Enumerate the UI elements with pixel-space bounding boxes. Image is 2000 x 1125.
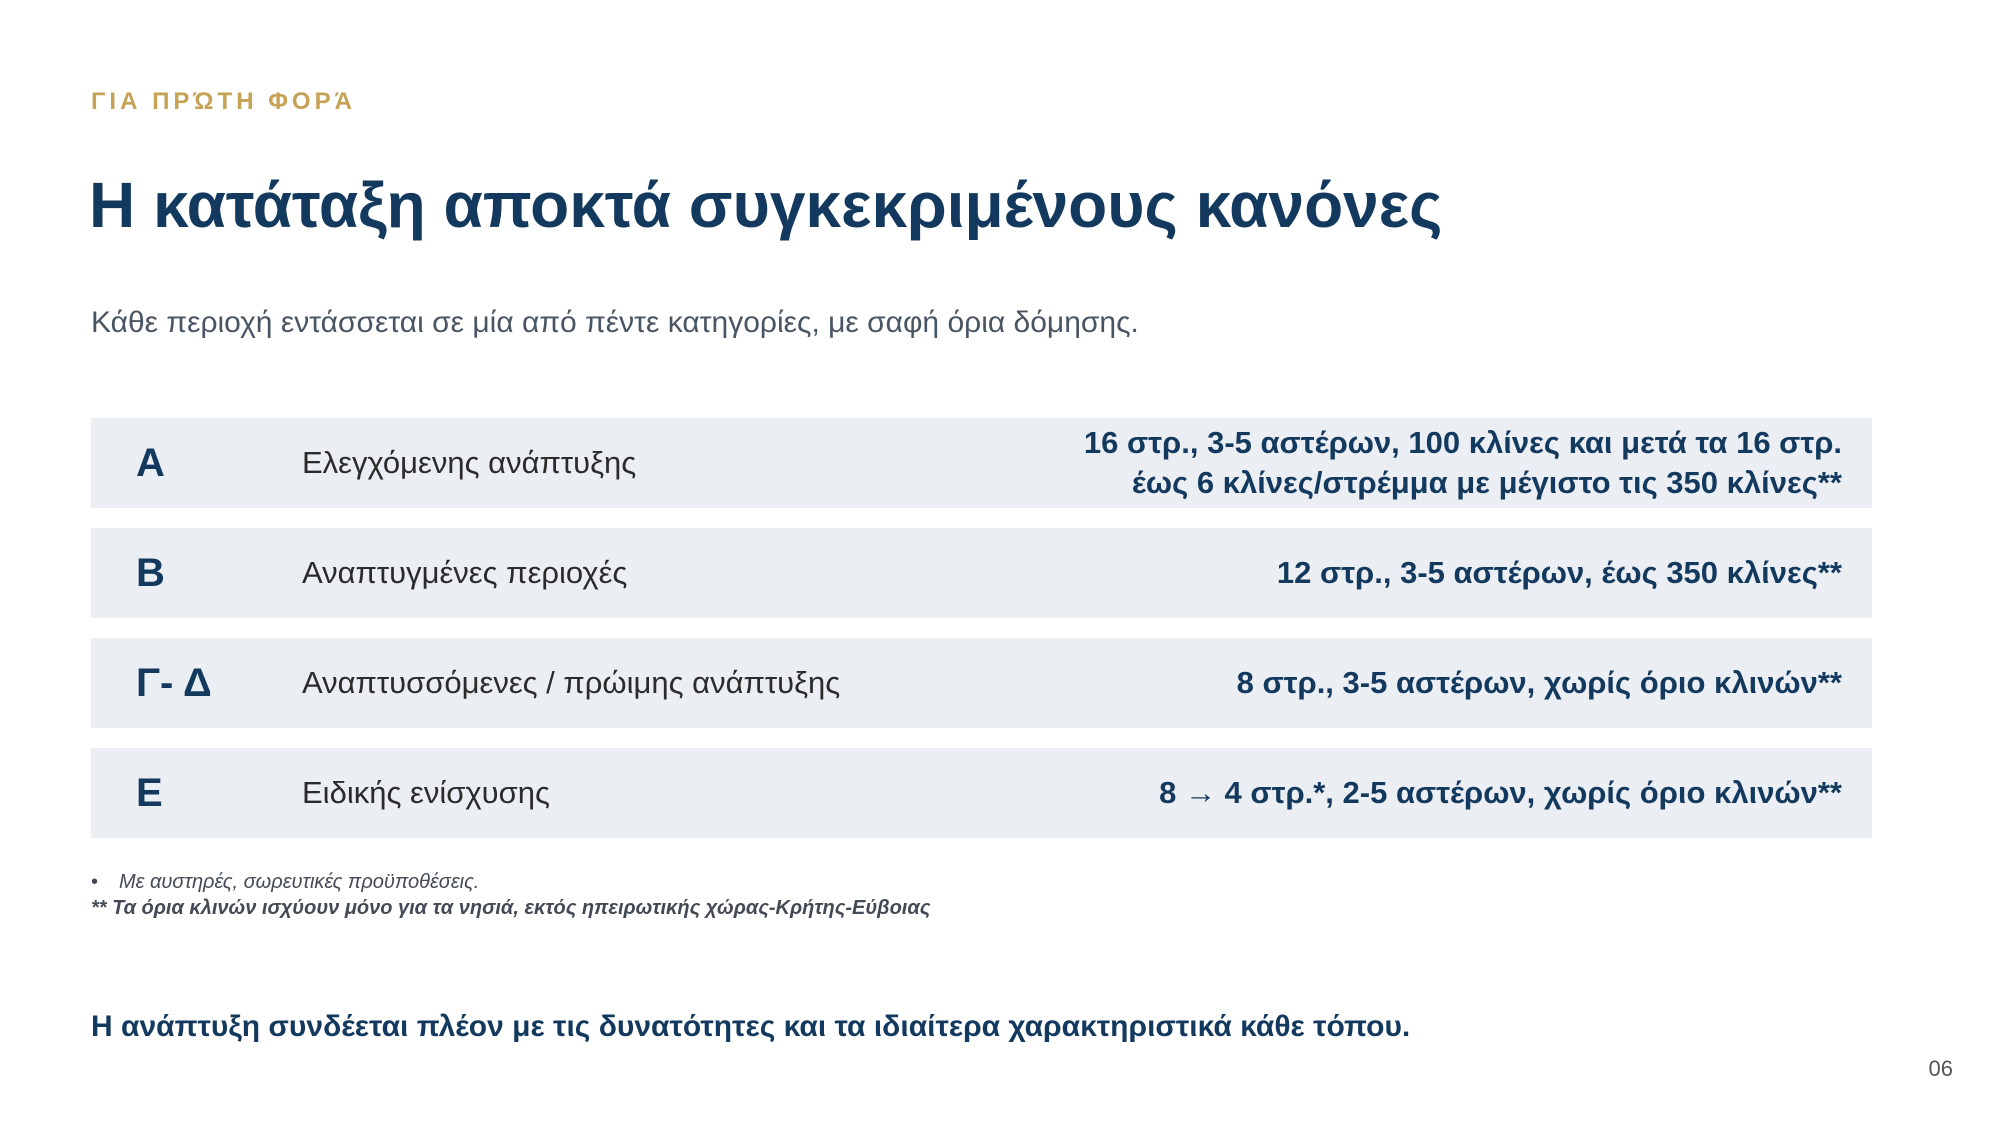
category-code: A <box>136 441 165 485</box>
category-label: Αναπτυγμένες περιοχές <box>302 555 628 590</box>
category-rule-line: 8 → 4 στρ.*, 2-5 αστέρων, χωρίς όριο κλινών** <box>1159 775 1842 810</box>
category-code: B <box>136 551 165 595</box>
category-rule <box>1084 418 1842 508</box>
category-rule-line: έως 6 κλίνες/στρέμμα με μέγιστο τις 350 κλίνες** <box>1131 465 1842 500</box>
category-rule-line: 8 στρ., 3-5 αστέρων, χωρίς όριο κλινών** <box>1236 665 1842 700</box>
category-rule <box>1277 528 1842 618</box>
footnote-conditions <box>91 871 479 894</box>
closing-statement: Η ανάπτυξη συνδέεται πλέον με τις δυνατότητες και τα ιδιαίτερα χαρακτηριστικά κάθε τόπου. <box>91 1010 1411 1043</box>
page-number: 06 <box>1928 1056 1953 1081</box>
category-code: Γ- Δ <box>136 661 212 705</box>
category-rule <box>1237 638 1842 728</box>
category-rule <box>1159 748 1842 838</box>
page-title: Η κατάταξη αποκτά συγκεκριμένους κανόνες <box>89 169 1443 241</box>
category-label: Ελεγχόμενης ανάπτυξης <box>302 445 637 480</box>
category-rule-line: 12 στρ., 3-5 αστέρων, έως 350 κλίνες** <box>1276 555 1842 590</box>
category-code: E <box>136 771 163 815</box>
category-row-a <box>91 418 1872 508</box>
footnote-bed-limits: ** Τα όρια κλινών ισχύουν μόνο για τα νησιά, εκτός ηπειρωτικής χώρας-Κρήτης-Εύβοιας <box>91 897 931 919</box>
category-row-e <box>91 748 1872 838</box>
category-row-b <box>91 528 1872 618</box>
category-label: Ειδικής ενίσχυσης <box>302 775 550 810</box>
footnote-text: Με αυστηρές, σωρευτικές προϋποθέσεις. <box>119 871 480 893</box>
category-rule-line: 16 στρ., 3-5 αστέρων, 100 κλίνες και μετά τα 16 στρ. <box>1083 425 1842 460</box>
page-subtitle: Κάθε περιοχή εντάσσεται σε μία από πέντε κατηγορίες, με σαφή όρια δόμησης. <box>91 306 1139 339</box>
bullet-icon: • <box>91 871 99 893</box>
category-row-g-d <box>91 638 1872 728</box>
category-label: Αναπτυσσόμενες / πρώιμης ανάπτυξης <box>302 665 841 700</box>
eyebrow-label: ΓΙΑ ΠΡΏΤΗ ΦΟΡΆ <box>91 88 356 115</box>
